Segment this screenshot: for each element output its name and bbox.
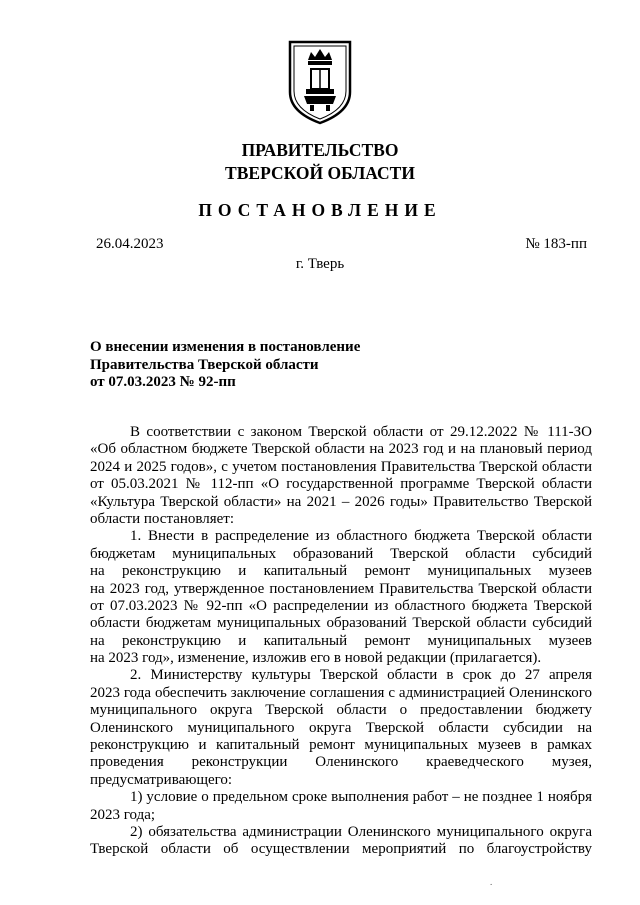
body-line: от 05.03.2021 № 112-пп «О государственной программе Тверской области bbox=[90, 476, 592, 493]
document-title bbox=[90, 339, 510, 392]
body-line: на 2023 год», изменение, изложив его в новой редакции (прилагается). bbox=[90, 650, 542, 667]
body-line: 2. Министерству культуры Тверской области в срок до 27 апреля bbox=[130, 667, 592, 684]
document-number: № 183-пп bbox=[525, 236, 587, 252]
title-line: О внесении изменения в постановление bbox=[90, 339, 361, 355]
body-line: области бюджетам муниципальных образований Тверской области субсидий bbox=[90, 615, 592, 632]
body-line: Оленинского муниципального округа Тверской области субсидии на bbox=[90, 719, 592, 736]
document-city: г. Тверь bbox=[295, 256, 345, 272]
body-line: от 07.03.2023 № 92-пп «О распределении из областного бюджета Тверской bbox=[90, 597, 592, 614]
body-line: на реконструкцию и капитальный ремонт муниципальных музеев bbox=[90, 563, 592, 580]
body-line: реконструкцию и капитальный ремонт муниципальных музеев в рамках bbox=[90, 737, 592, 754]
document-type: ПОСТАНОВЛЕНИЕ bbox=[198, 200, 442, 220]
title-line: Правительства Тверской области bbox=[90, 356, 319, 373]
body-line: 1) условие о предельном сроке выполнения работ – не позднее 1 ноября bbox=[130, 789, 592, 806]
body-line: 2023 года обеспечить заключение соглашения с администрацией Оленинского bbox=[90, 684, 592, 701]
body-line: В соответствии с законом Тверской области от 29.12.2022 № 111-ЗО bbox=[130, 424, 592, 440]
scan-mark: . bbox=[490, 877, 493, 887]
coat-of-arms-emblem bbox=[286, 38, 354, 126]
body-line: «Культура Тверской области» на 2021 – 2026 годы» Правительство Тверской bbox=[90, 493, 592, 510]
title-line: от 07.03.2023 № 92-пп bbox=[90, 374, 236, 390]
org-name-line1: ПРАВИТЕЛЬСТВО bbox=[241, 140, 399, 160]
body-line: 2023 года; bbox=[90, 806, 156, 823]
body-line: бюджетам муниципальных образований Тверской области субсидий bbox=[90, 545, 592, 562]
body-line: муниципального округа Тверской области о предоставлении бюджету bbox=[90, 702, 592, 719]
body-line: на реконструкцию и капитальный ремонт муниципальных музеев bbox=[90, 632, 592, 649]
org-name-line2: ТВЕРСКОЙ ОБЛАСТИ bbox=[225, 163, 415, 183]
body-line: проведения реконструкции Оленинского краеведческого музея, bbox=[90, 754, 592, 771]
document-date: 26.04.2023 bbox=[96, 236, 164, 252]
body-line: «Об областном бюджете Тверской области на 2023 год и на плановый период bbox=[90, 441, 592, 458]
body-line: предусматривающего: bbox=[90, 771, 233, 788]
body-line: Тверской области об осуществлении мероприятий по благоустройству bbox=[90, 841, 592, 858]
body-line: 1. Внести в распределение из областного бюджета Тверской области bbox=[130, 528, 592, 545]
body-line: 2) обязательства администрации Оленинского муниципального округа bbox=[130, 823, 592, 840]
body-line: на 2023 год, утвержденное постановлением Правительства Тверской области bbox=[90, 580, 592, 597]
body-line: 2024 и 2025 годов», с учетом постановления Правительства Тверской области bbox=[90, 458, 592, 475]
body-line: области постановляет: bbox=[90, 510, 235, 527]
document-body bbox=[90, 424, 592, 859]
